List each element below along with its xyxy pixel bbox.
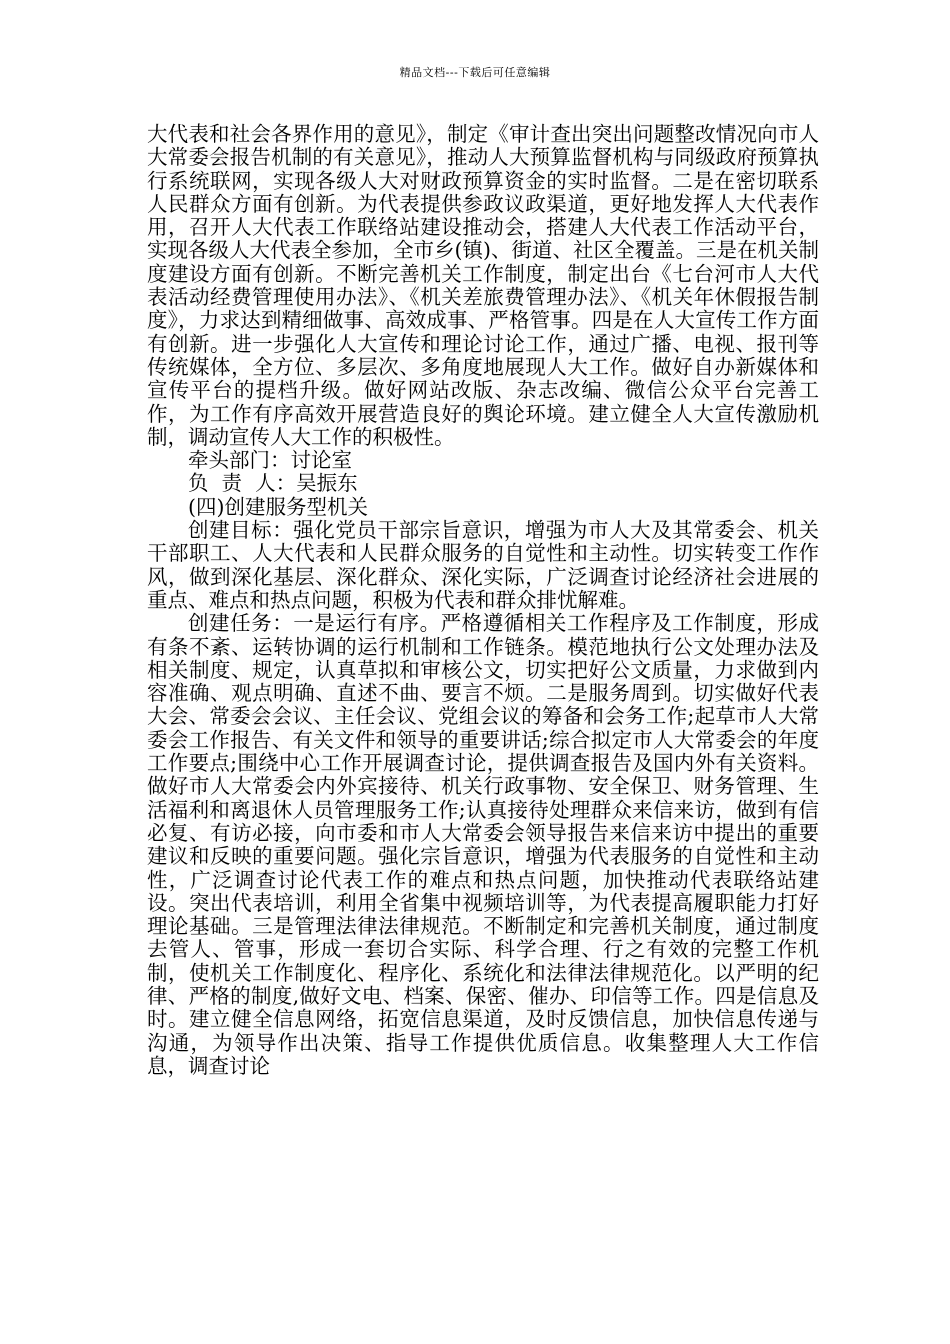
continued-paragraph: 大代表和社会各界作用的意见》，制定《审计查出突出问题整改情况向市人大常委会报告机制的有关意见》，推动人大预算监督机构与同级政府预算执行系统联网，实现各级人大对财政预算资金的实时监督。二是在密切联系人民群众方面有创新。为代表提供参政议政渠道，更好地发挥人大代表作用，召开人大代表工作联络站建设推动会，搭建人大代表工作活动平台，实现各级人大代表全参加，全市乡(镇)、街道、社区全覆盖。三是在机关制度建设方面有创新。不断完善机关工作制度，制定出台《七台河市人大代表活动经费管理使用办法》、《机关差旅费管理办法》、《机关年休假报告制度》，力求达到精细做事、高效成事、严格管事。四是在人大宣传工作方面有创新。进一步强化人大宣传和理论讨论工作，通过广播、电视、报刊等传统媒体，全方位、多层次、多角度地展现人大工作。做好自办新媒体和宣传平台的提档升级。做好网站改版、杂志改编、微信公众平台完善工作，为工作有序高效开展营造良好的舆论环境。建立健全人大宣传激励机制，调动宣传人大工作的积极性。: [147, 122, 819, 449]
person-in-charge-line: 负 责 人：吴振东: [188, 471, 358, 496]
section-title: (四)创建服务型机关: [188, 494, 368, 519]
lead-department-line: 牵头部门：讨论室: [188, 448, 352, 473]
document-body: [147, 123, 819, 1078]
task-paragraph: 创建任务：一是运行有序。严格遵循相关工作程序及工作制度，形成有条不紊、运转协调的运行机制和工作链条。模范地执行公文处理办法及相关制度、规定，认真草拟和审核公文，切实把好公文质量，力求做到内容准确、观点明确、直述不曲、要言不烦。二是服务周到。切实做好代表大会、常委会会议、主任会议、党组会议的筹备和会务工作;起草市人大常委会工作报告、有关文件和领导的重要讲话;综合拟定市人大常委会的年度工作要点;围绕中心工作开展调查讨论，提供调查报告及国内外有关资料。做好市人大常委会内外宾接待、机关行政事物、安全保卫、财务管理、生活福利和离退休人员管理服务工作;认真接待处理群众来信来访，做到有信必复、有访必接，向市委和市人大常委会领导报告来信来访中提出的重要建议和反映的重要问题。强化宗旨意识，增强为代表服务的自觉性和主动性，广泛调查讨论代表工作的难点和热点问题，加快推动代表联络站建设。突出代表培训，利用全省集中视频培训等，为代表提高履职能力打好理论基础。三是管理法律法律规范。不断制定和完善机关制度，通过制度去管人、管事，形成一套切合实际、科学合理、行之有效的完整工作机制，使机关工作制度化、程序化、系统化和法律法律规范化。以严明的纪律、严格的制度,做好文电、档案、保密、催办、印信等工作。四是信息及时。建立健全信息网络，拓宽信息渠道，及时反馈信息，加快信息传递与沟通，为领导作出决策、指导工作提供优质信息。收集整理人大工作信息，调查讨论: [147, 611, 819, 1078]
page-header-note: 精品文档---下载后可任意编辑: [399, 66, 551, 79]
goal-paragraph: 创建目标：强化党员干部宗旨意识，增强为市人大及其常委会、机关干部职工、人大代表和人民群众服务的自觉性和主动性。切实转变工作作风，做到深化基层、深化群众、深化实际，广泛调查讨论经济社会进展的重点、难点和热点问题，积极为代表和群众排忧解难。: [147, 518, 819, 612]
